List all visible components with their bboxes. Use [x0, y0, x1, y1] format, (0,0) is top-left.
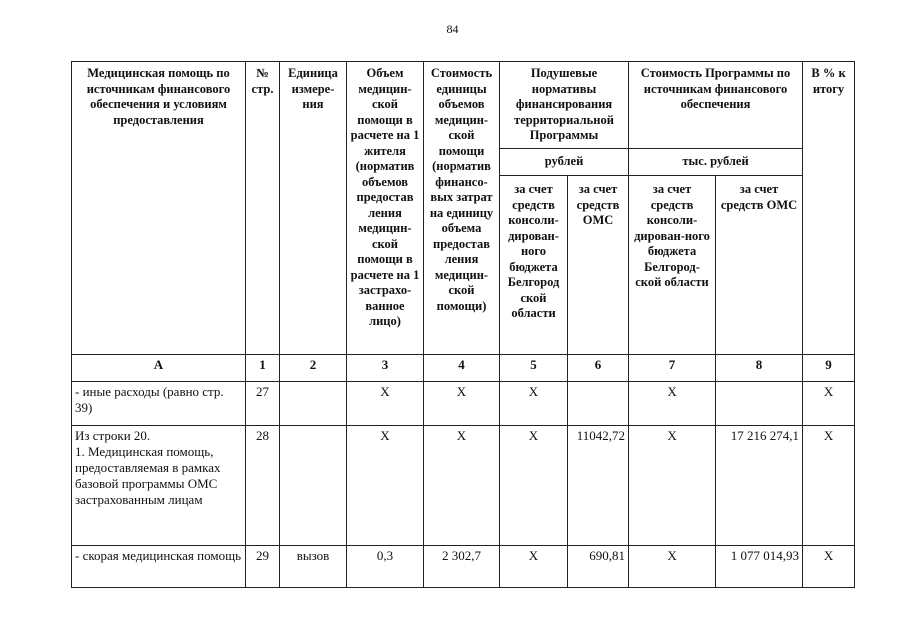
- row-label-rest: 1. Медицинская помощь, предоставляемая в рамках базовой программы ОМС застрахованным лицам: [75, 444, 221, 507]
- row-number: 29: [246, 546, 280, 588]
- cell-volume: Х: [347, 382, 424, 426]
- row-label: - иные расходы (равно стр. 39): [72, 382, 246, 426]
- cell-oms-cost: [716, 382, 803, 426]
- cell-volume: 0,3: [347, 546, 424, 588]
- table-row: [72, 382, 855, 426]
- row-label: [72, 426, 246, 546]
- header-col-6: за счет средств ОМС: [568, 176, 629, 355]
- cell-budget-per-capita: Х: [500, 382, 568, 426]
- cell-unit-cost: Х: [424, 426, 500, 546]
- header-col-9: В % к итогу: [803, 62, 855, 355]
- index-cell: 9: [803, 355, 855, 382]
- index-cell: 4: [424, 355, 500, 382]
- header-col-1: № стр.: [246, 62, 280, 355]
- header-group-per-capita: Подушевые нормативы финансирования территориальной Программы: [500, 62, 629, 149]
- header-unit-rubles: рублей: [500, 149, 629, 176]
- page-number: 84: [446, 22, 459, 36]
- index-row: [72, 355, 855, 382]
- row-number: 27: [246, 382, 280, 426]
- header-col-a: Медицинская помощь по источникам финансового обеспечения и условиям предоставления: [72, 62, 246, 355]
- cell-budget-cost: Х: [629, 426, 716, 546]
- header-col-2: Единица измере-ния: [280, 62, 347, 355]
- table-row: [72, 426, 855, 546]
- cell-oms-cost: 17 216 274,1: [716, 426, 803, 546]
- row-label: - скорая медицинская помощь: [72, 546, 246, 588]
- header-col-4: Стоимость единицы объемов медицин-ской помощи (норматив финансо-вых затрат на единицу объема предостав ления медицин-ской помощи): [424, 62, 500, 355]
- cell-oms-per-capita: [568, 382, 629, 426]
- header-col-7: за счет средств консоли-дирован-ного бюджета Белгород-ской области: [629, 176, 716, 355]
- cell-unit: вызов: [280, 546, 347, 588]
- cell-percent: Х: [803, 382, 855, 426]
- index-cell: 3: [347, 355, 424, 382]
- cell-oms-per-capita: 690,81: [568, 546, 629, 588]
- cell-percent: Х: [803, 426, 855, 546]
- cell-budget-cost: Х: [629, 382, 716, 426]
- cell-volume: Х: [347, 426, 424, 546]
- cell-unit-cost: Х: [424, 382, 500, 426]
- cell-budget-cost: Х: [629, 546, 716, 588]
- header-group-program-cost: Стоимость Программы по источникам финансового обеспечения: [629, 62, 803, 149]
- cell-unit: [280, 426, 347, 546]
- financing-table: [71, 61, 855, 588]
- cell-oms-per-capita: 11042,72: [568, 426, 629, 546]
- index-cell: 2: [280, 355, 347, 382]
- index-cell: 1: [246, 355, 280, 382]
- table-row: [72, 546, 855, 588]
- cell-budget-per-capita: Х: [500, 426, 568, 546]
- header-row-1: [72, 62, 855, 149]
- cell-percent: Х: [803, 546, 855, 588]
- index-cell: 6: [568, 355, 629, 382]
- cell-unit-cost: 2 302,7: [424, 546, 500, 588]
- row-label-line1: Из строки 20.: [75, 428, 151, 443]
- cell-unit: [280, 382, 347, 426]
- index-cell: 8: [716, 355, 803, 382]
- index-cell: 7: [629, 355, 716, 382]
- header-col-5: за счет средств консоли-дирован-ного бюджета Белгород ской области: [500, 176, 568, 355]
- header-unit-thousand-rubles: тыс. рублей: [629, 149, 803, 176]
- cell-budget-per-capita: Х: [500, 546, 568, 588]
- index-cell: 5: [500, 355, 568, 382]
- header-col-8: за счет средств ОМС: [716, 176, 803, 355]
- header-col-3: Объем медицин-ской помощи в расчете на 1 жителя (норматив объемов предостав ления медицин-ской помощи в расчете на 1 застрахо-ванное лицо): [347, 62, 424, 355]
- index-cell: А: [72, 355, 246, 382]
- row-number: 28: [246, 426, 280, 546]
- cell-oms-cost: 1 077 014,93: [716, 546, 803, 588]
